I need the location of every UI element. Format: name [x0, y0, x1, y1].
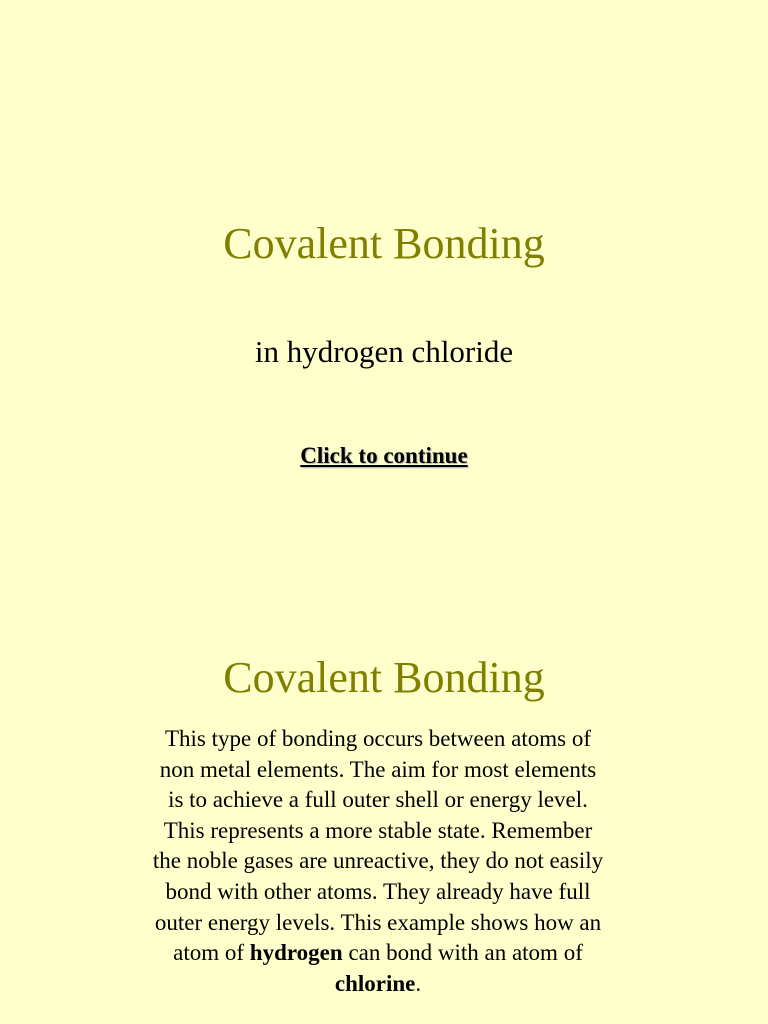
continue-link[interactable]: Click to continue [300, 443, 468, 468]
paragraph-text-end: . [415, 970, 422, 996]
slide-title: Covalent Bonding [223, 219, 545, 268]
paragraph-text-middle: can bond with an atom of [342, 940, 583, 966]
slide-subtitle: in hydrogen chloride [254, 334, 514, 369]
section-title: Covalent Bonding [223, 653, 545, 702]
term-hydrogen: hydrogen [249, 940, 343, 966]
body-paragraph [152, 724, 604, 999]
term-chlorine: chlorine [334, 970, 416, 996]
paragraph-text: This type of bonding occurs between atoms of non metal elements. The aim for most elements is to achieve a full outer shell or energy level. This represents a more stable state. Remember the noble gases are unreactive, they do not easily bond with other atoms. They already have full outer energy levels. This example shows how an atom of [152, 726, 604, 966]
